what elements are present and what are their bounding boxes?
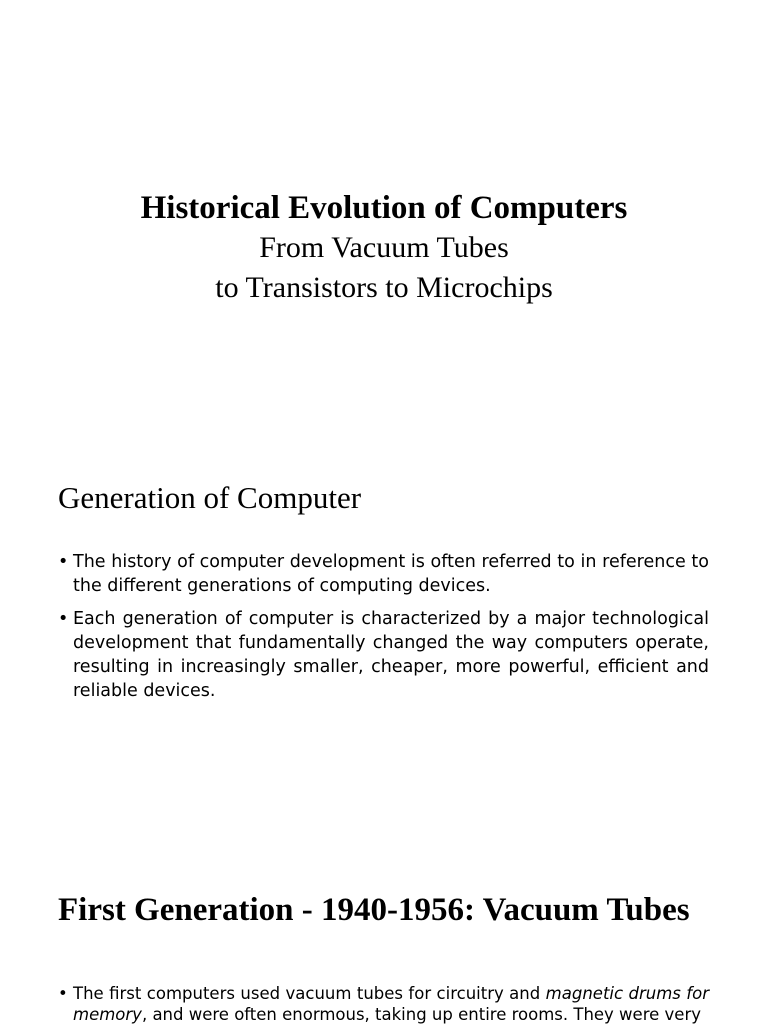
presentation-subtitle-line-2: to Transistors to Microchips — [215, 271, 553, 304]
generation-bullet-list — [58, 550, 709, 712]
first-generation-bullet-list — [58, 984, 709, 1024]
presentation-subtitle-line-1: From Vacuum Tubes — [259, 231, 509, 264]
list-item — [58, 984, 709, 1024]
generation-heading: Generation of Computer — [58, 480, 362, 515]
bullet-icon: • — [58, 984, 68, 1003]
bullet-text-part-2: , and were often enormous, taking up entire rooms. They were very — [141, 1004, 701, 1024]
bullet-text: The history of computer development is often referred to in reference to the different generations of computing devices. — [73, 552, 709, 597]
list-item — [58, 607, 709, 704]
bullet-text-emphasis: magnetic drums for memory — [73, 984, 709, 1024]
first-generation-heading: First Generation - 1940-1956: Vacuum Tubes — [58, 892, 690, 928]
bullet-icon: • — [58, 552, 69, 572]
bullet-text-part-1: The first computers used vacuum tubes for circuitry and — [73, 984, 546, 1003]
bullet-icon: • — [58, 608, 69, 629]
title-slide — [0, 0, 768, 412]
first-generation-slide — [0, 824, 768, 1024]
title-block — [0, 188, 768, 308]
presentation-title: Historical Evolution of Computers — [140, 190, 628, 226]
list-item — [58, 550, 709, 599]
bullet-text: Each generation of computer is characterized by a major technological development that fundamentally changed the way computers operate, resulting in increasingly smaller, cheaper, more powerful, efficient and reliable devices. — [73, 608, 709, 702]
generation-slide — [0, 412, 768, 824]
